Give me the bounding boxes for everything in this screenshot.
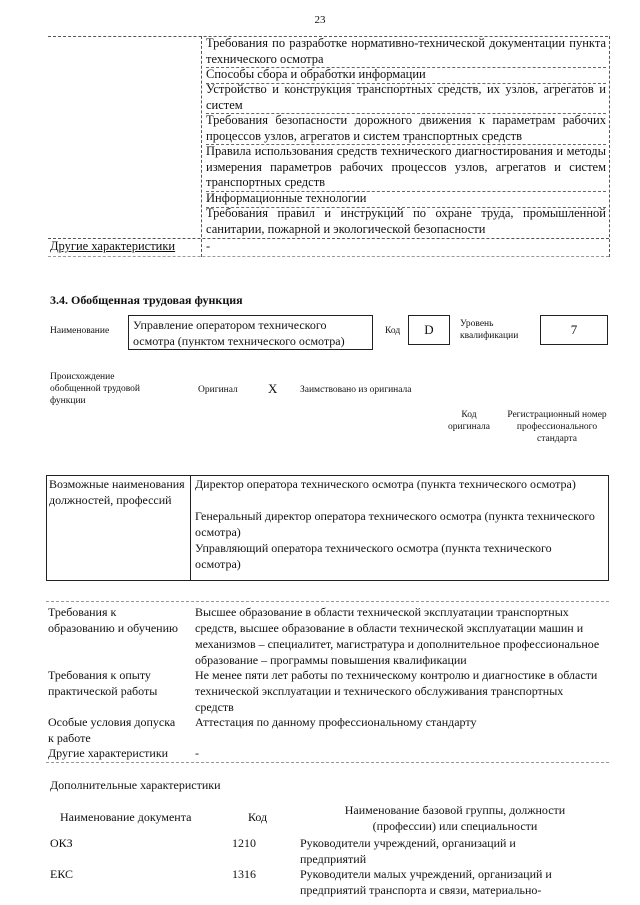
table-cell-name: Руководители учреждений, организаций и предприятий: [300, 836, 516, 866]
borrowed-label: Заимствовано из оригинала: [300, 385, 412, 395]
additional-title: Дополнительные характеристики: [50, 778, 221, 792]
positions-divider: [190, 475, 191, 581]
requirements-top-border: [46, 601, 609, 602]
table-cell-name: Руководители малых учреждений, организаций и предприятий транспорта и связи, материально-: [300, 867, 552, 897]
code-label: Код: [385, 326, 401, 336]
name-label: Наименование: [50, 326, 110, 336]
col-header-code: Код: [248, 810, 268, 824]
requirements-bottom-border: [46, 762, 609, 763]
original-mark: X: [268, 381, 278, 396]
table-cell-code: 1210: [232, 836, 256, 850]
position-item: Генеральный директор оператора технического осмотра (пункта технического осмотра): [195, 509, 595, 539]
function-name-box: [128, 315, 373, 350]
col-header-name: Наименование базовой группы, должности (профессии) или специальности: [344, 803, 566, 833]
table-bottom-border: [48, 256, 609, 257]
table-cell-code: 1316: [232, 867, 256, 881]
other-characteristics-value: -: [206, 239, 211, 253]
col-header-document: Наименование документа: [60, 810, 192, 824]
requirement-value: Не менее пяти лет работы по техническому контролю и диагностике в области технической эксплуатации и технического обслуживания транспортных средств: [195, 668, 598, 714]
requirement-label: Требования к образованию и обучению: [48, 605, 178, 635]
requirement-value: Аттестация по данному профессиональному стандарту: [195, 715, 477, 729]
knowledge-item: Требования безопасности дорожного движения к параметрам рабочих процессов узлов, агрегатов и систем транспортных средств: [206, 113, 606, 145]
position-item: Директор оператора технического осмотра (пункта технического осмотра): [195, 477, 576, 491]
knowledge-item: Правила использования средств технического диагностирования и методы измерения параметров рабочих процессов узлов, агрегатов и систем транспортных средств: [206, 144, 606, 192]
table-right-border: [609, 36, 610, 257]
code-box: [408, 315, 450, 345]
code-original-label: Код оригинала: [448, 410, 490, 432]
code-value: D: [424, 322, 434, 337]
section-title: 3.4. Обобщенная трудовая функция: [50, 293, 243, 307]
level-value: 7: [570, 322, 578, 337]
level-box: [540, 315, 608, 345]
table-cell-doc: ЕКС: [50, 867, 74, 881]
table-column-divider: [201, 36, 202, 257]
requirement-label: Другие характеристики: [48, 746, 169, 760]
requirement-value: Высшее образование в области технической эксплуатации транспортных средств, высшее образование в области технической эксплуатации машин и механизмов – специалитет, магистратура и дополнительное профессиональное образование – программы повышения квалификации: [195, 605, 600, 667]
requirement-label: Требования к опыту практической работы: [48, 668, 158, 698]
original-label: Оригинал: [198, 385, 238, 395]
knowledge-item: Требования по разработке нормативно-технической документации пункта технического осмотра: [206, 36, 606, 68]
page-number: 23: [314, 14, 326, 26]
registration-number-label: Регистрационный номер профессионального стандарта: [507, 410, 607, 444]
function-name: Управление оператором технического осмотра (пунктом технического осмотра): [133, 318, 345, 348]
knowledge-item: Способы сбора и обработки информации: [206, 67, 606, 84]
knowledge-item: Требования правил и инструкций по охране труда, промышленной санитарии, пожарной и экологической безопасности: [206, 206, 606, 236]
level-label: Уровень квалификации: [460, 319, 519, 341]
requirement-value: -: [195, 746, 199, 760]
other-characteristics-label: Другие характеристики: [50, 239, 176, 253]
knowledge-item: Устройство и конструкция транспортных средств, их узлов, агрегатов и систем: [206, 82, 606, 114]
table-cell-doc: ОКЗ: [50, 836, 73, 850]
knowledge-item: Информационные технологии: [206, 191, 606, 208]
position-item: Управляющий оператора технического осмотра (пункта технического осмотра): [195, 541, 552, 571]
positions-label: Возможные наименования должностей, профессий: [49, 477, 185, 507]
origin-label: Происхождение обобщенной трудовой функции: [50, 372, 140, 406]
requirement-label: Особые условия допуска к работе: [48, 715, 176, 745]
